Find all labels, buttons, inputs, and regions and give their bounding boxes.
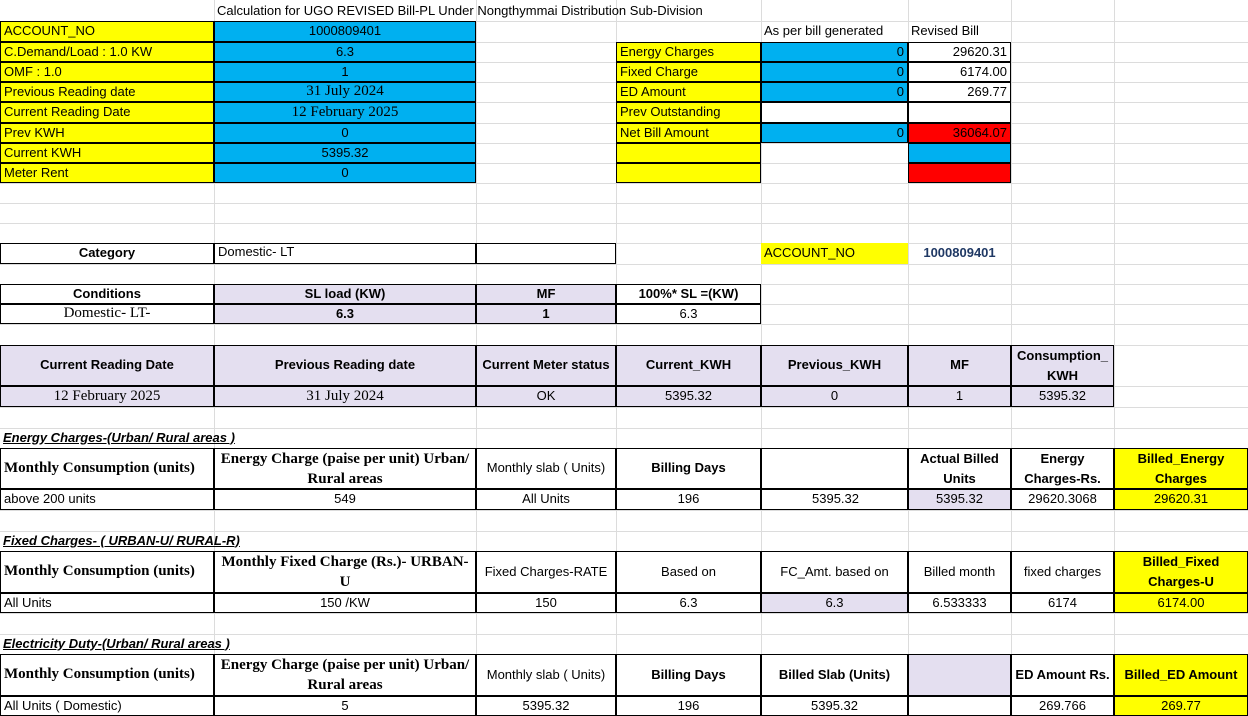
read-header-previous-kwh: Previous_KWH xyxy=(761,345,908,386)
label-prev-outstanding[interactable]: Prev Outstanding xyxy=(616,102,761,123)
read-value-consumption[interactable]: 5395.32 xyxy=(1011,386,1114,407)
label-account-no[interactable]: ACCOUNT_NO xyxy=(0,21,214,42)
label-meter-rent[interactable]: Meter Rent xyxy=(0,163,214,183)
revised-ed-amount[interactable]: 269.77 xyxy=(908,82,1011,102)
fixed-header-billed-month: Billed month xyxy=(908,551,1011,593)
energy-header-charges-rs: Energy Charges-Rs. xyxy=(1011,448,1114,489)
read-value-meter-status[interactable]: OK xyxy=(476,386,616,407)
label-net-bill-amount[interactable]: Net Bill Amount xyxy=(616,123,761,143)
energy-header-billed: Billed_Energy Charges xyxy=(1114,448,1248,489)
fixed-header-consumption: Monthly Consumption (units) xyxy=(0,551,214,593)
grid-row-line xyxy=(0,510,1248,511)
cond-header-sl-load: SL load (KW) xyxy=(214,284,476,304)
grid-row-line xyxy=(0,613,1248,614)
label-energy-charges[interactable]: Energy Charges xyxy=(616,42,761,62)
ed-header-billing-days: Billing Days xyxy=(616,654,761,696)
ed-header-blank xyxy=(908,654,1011,696)
empty-red-cell[interactable] xyxy=(908,163,1011,183)
ed-header-amount-rs: ED Amount Rs. xyxy=(1011,654,1114,696)
fixed-value-billed-month[interactable]: 6.533333 xyxy=(908,593,1011,613)
read-header-consumption: Consumption_KWH xyxy=(1011,345,1114,386)
read-value-current-date[interactable]: 12 February 2025 xyxy=(0,386,214,407)
grid-row-line xyxy=(0,264,1248,265)
header-as-per-bill: As per bill generated xyxy=(764,23,884,39)
value-account-no[interactable]: 1000809401 xyxy=(214,21,476,42)
revised-net-bill-amount[interactable]: 36064.07 xyxy=(908,123,1011,143)
energy-section-title: Energy Charges-(Urban/ Rural areas ) xyxy=(3,429,235,445)
fixed-section-title: Fixed Charges- ( URBAN-U/ RURAL-R) xyxy=(3,532,240,548)
grid-row-line xyxy=(0,223,1248,224)
cond-header-conditions: Conditions xyxy=(0,284,214,304)
value-current-reading-date[interactable]: 12 February 2025 xyxy=(214,102,476,123)
read-value-previous-kwh[interactable]: 0 xyxy=(761,386,908,407)
grid-row-line xyxy=(0,407,1248,408)
read-header-current-date: Current Reading Date xyxy=(0,345,214,386)
account-no-value[interactable]: 1000809401 xyxy=(923,245,996,261)
energy-header-billing-days: Billing Days xyxy=(616,448,761,489)
cond-value-mf[interactable]: 1 xyxy=(476,304,616,324)
cond-value-category[interactable]: Domestic- LT- xyxy=(0,304,214,324)
generated-energy-charges[interactable]: 0 xyxy=(761,42,908,62)
ed-header-rate: Energy Charge (paise per unit) Urban/ Rural areas xyxy=(214,654,476,696)
value-omf[interactable]: 1 xyxy=(214,62,476,82)
read-header-previous-date: Previous Reading date xyxy=(214,345,476,386)
ed-value-billed-slab[interactable]: 5395.32 xyxy=(761,696,908,716)
label-prev-reading-date[interactable]: Previous Reading date xyxy=(0,82,214,102)
revised-fixed-charge[interactable]: 6174.00 xyxy=(908,62,1011,82)
sheet-title: Calculation for UGO REVISED Bill-PL Under Nongthymmai Distribution Sub-Division xyxy=(217,2,703,18)
energy-value-billing-days[interactable]: 196 xyxy=(616,489,761,510)
fixed-header-rate: Monthly Fixed Charge (Rs.)- URBAN-U xyxy=(214,551,476,593)
empty-yellow-cell-2[interactable] xyxy=(616,163,761,183)
fixed-header-fc-amt: FC_Amt. based on xyxy=(761,551,908,593)
label-current-kwh[interactable]: Current KWH xyxy=(0,143,214,163)
generated-net-bill-amount[interactable]: 0 xyxy=(761,123,908,143)
cond-value-100-sl[interactable]: 6.3 xyxy=(616,304,761,324)
fixed-value-consumption[interactable]: All Units xyxy=(0,593,214,613)
category-value[interactable]: Domestic- LT xyxy=(214,243,476,264)
energy-value-actual-units[interactable]: 5395.32 xyxy=(908,489,1011,510)
read-header-mf: MF xyxy=(908,345,1011,386)
cond-header-100-sl: 100%* SL =(KW) xyxy=(616,284,761,304)
fixed-header-billed: Billed_Fixed Charges-U xyxy=(1114,551,1248,593)
fixed-value-fc-amt[interactable]: 6.3 xyxy=(761,593,908,613)
grid-row-line xyxy=(0,203,1248,204)
revised-prev-outstanding[interactable] xyxy=(908,102,1011,123)
cond-value-sl-load[interactable]: 6.3 xyxy=(214,304,476,324)
energy-value-billed[interactable]: 29620.31 xyxy=(1114,489,1248,510)
account-no-label[interactable]: ACCOUNT_NO xyxy=(761,243,908,264)
generated-ed-amount[interactable]: 0 xyxy=(761,82,908,102)
read-value-mf[interactable]: 1 xyxy=(908,386,1011,407)
ed-value-slab[interactable]: 5395.32 xyxy=(476,696,616,716)
read-value-previous-date[interactable]: 31 July 2024 xyxy=(214,386,476,407)
cond-header-mf: MF xyxy=(476,284,616,304)
fixed-value-based-on[interactable]: 6.3 xyxy=(616,593,761,613)
category-label[interactable]: Category xyxy=(0,243,214,264)
energy-header-blank xyxy=(761,448,908,489)
energy-header-rate: Energy Charge (paise per unit) Urban/ Rural areas xyxy=(214,448,476,489)
category-empty-cell[interactable] xyxy=(476,243,616,264)
grid-row-line xyxy=(0,183,1248,184)
energy-header-actual-units: Actual Billed Units xyxy=(908,448,1011,489)
generated-fixed-charge[interactable]: 0 xyxy=(761,62,908,82)
value-demand-load[interactable]: 6.3 xyxy=(214,42,476,62)
value-prev-kwh[interactable]: 0 xyxy=(214,123,476,143)
empty-blue-cell[interactable] xyxy=(908,143,1011,163)
ed-value-amount-rs[interactable]: 269.766 xyxy=(1011,696,1114,716)
fixed-header-fixed-charges: fixed charges xyxy=(1011,551,1114,593)
energy-value-rate[interactable]: 549 xyxy=(214,489,476,510)
header-revised-bill: Revised Bill xyxy=(911,23,979,39)
energy-value-slab[interactable]: All Units xyxy=(476,489,616,510)
read-header-meter-status: Current Meter status xyxy=(476,345,616,386)
label-demand-load[interactable]: C.Demand/Load : 1.0 KW xyxy=(0,42,214,62)
ed-value-billed[interactable]: 269.77 xyxy=(1114,696,1248,716)
generated-prev-outstanding[interactable] xyxy=(761,102,908,123)
grid-row-line xyxy=(0,324,1248,325)
ed-header-billed-slab: Billed Slab (Units) xyxy=(761,654,908,696)
read-header-current-kwh: Current_KWH xyxy=(616,345,761,386)
energy-header-consumption: Monthly Consumption (units) xyxy=(0,448,214,489)
fixed-value-fixed-charges[interactable]: 6174 xyxy=(1011,593,1114,613)
fixed-value-billed[interactable]: 6174.00 xyxy=(1114,593,1248,613)
energy-value-consumption[interactable]: above 200 units xyxy=(0,489,214,510)
energy-header-slab: Monthly slab ( Units) xyxy=(476,448,616,489)
label-current-reading-date[interactable]: Current Reading Date xyxy=(0,102,214,123)
fixed-header-based-on: Based on xyxy=(616,551,761,593)
value-prev-reading-date[interactable]: 31 July 2024 xyxy=(214,82,476,102)
ed-value-consumption[interactable]: All Units ( Domestic) xyxy=(0,696,214,716)
fixed-value-rate[interactable]: 150 /KW xyxy=(214,593,476,613)
ed-value-blank[interactable] xyxy=(908,696,1011,716)
label-ed-amount[interactable]: ED Amount xyxy=(616,82,761,102)
label-omf[interactable]: OMF : 1.0 xyxy=(0,62,214,82)
fixed-value-charges-rate[interactable]: 150 xyxy=(476,593,616,613)
value-meter-rent[interactable]: 0 xyxy=(214,163,476,183)
energy-value-units[interactable]: 5395.32 xyxy=(761,489,908,510)
empty-yellow-cell-1[interactable] xyxy=(616,143,761,163)
fixed-header-charges-rate: Fixed Charges-RATE xyxy=(476,551,616,593)
label-prev-kwh[interactable]: Prev KWH xyxy=(0,123,214,143)
ed-header-slab: Monthly slab ( Units) xyxy=(476,654,616,696)
ed-header-billed: Billed_ED Amount xyxy=(1114,654,1248,696)
read-value-current-kwh[interactable]: 5395.32 xyxy=(616,386,761,407)
value-current-kwh[interactable]: 5395.32 xyxy=(214,143,476,163)
revised-energy-charges[interactable]: 29620.31 xyxy=(908,42,1011,62)
label-fixed-charge[interactable]: Fixed Charge xyxy=(616,62,761,82)
ed-value-billing-days[interactable]: 196 xyxy=(616,696,761,716)
ed-value-rate[interactable]: 5 xyxy=(214,696,476,716)
ed-header-consumption: Monthly Consumption (units) xyxy=(0,654,214,696)
energy-value-charges-rs[interactable]: 29620.3068 xyxy=(1011,489,1114,510)
ed-section-title: Electricity Duty-(Urban/ Rural areas ) xyxy=(3,635,230,651)
